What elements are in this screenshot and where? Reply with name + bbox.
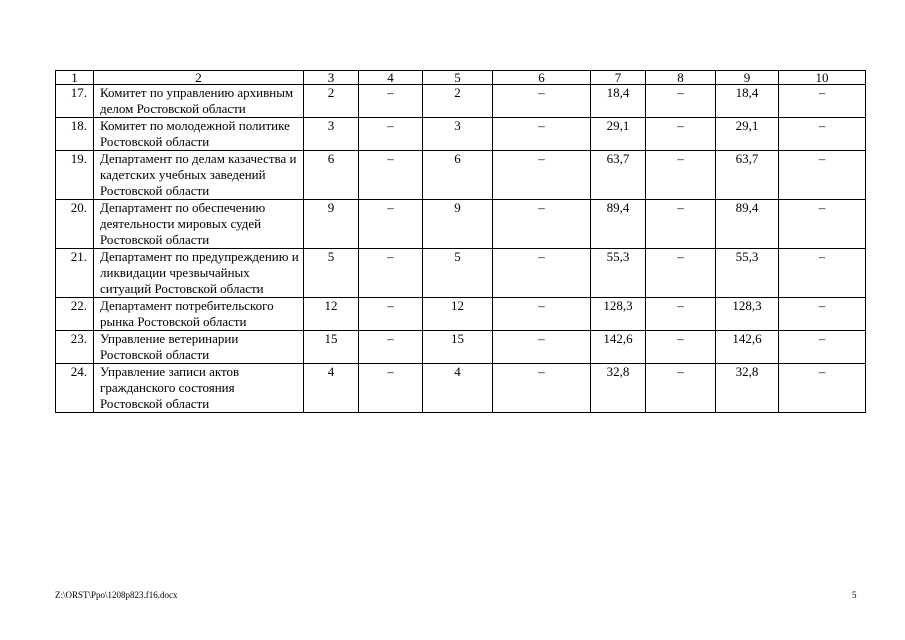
table-row [56,151,866,200]
value-cell-8: – [646,298,716,331]
value-cell-9: 89,4 [716,200,779,249]
table-row [56,118,866,151]
value-cell-4: – [359,85,423,118]
value-cell-8: – [646,364,716,413]
row-number-cell: 20. [56,200,94,249]
value-cell-4: – [359,118,423,151]
value-cell-9: 128,3 [716,298,779,331]
value-cell-6: – [493,85,591,118]
value-cell-9: 18,4 [716,85,779,118]
value-cell-8: – [646,85,716,118]
value-cell-8: – [646,118,716,151]
value-cell-10: – [779,298,866,331]
value-cell-3: 12 [304,298,359,331]
value-cell-5: 5 [423,249,493,298]
value-cell-6: – [493,298,591,331]
value-cell-6: – [493,364,591,413]
row-number-cell: 18. [56,118,94,151]
value-cell-5: 15 [423,331,493,364]
header-cell-1: 1 [56,71,94,85]
value-cell-3: 6 [304,151,359,200]
value-cell-10: – [779,200,866,249]
value-cell-3: 3 [304,118,359,151]
value-cell-9: 55,3 [716,249,779,298]
table-row [56,249,866,298]
value-cell-6: – [493,200,591,249]
organization-name-cell: Департамент по предупреждению и ликвидации чрезвычайных ситуаций Ростовской области [94,249,304,298]
header-cell-9: 9 [716,71,779,85]
value-cell-10: – [779,118,866,151]
value-cell-3: 9 [304,200,359,249]
header-cell-3: 3 [304,71,359,85]
value-cell-9: 32,8 [716,364,779,413]
value-cell-5: 4 [423,364,493,413]
value-cell-7: 128,3 [591,298,646,331]
organization-name-cell: Департамент потребительского рынка Ростовской области [94,298,304,331]
value-cell-4: – [359,249,423,298]
value-cell-3: 5 [304,249,359,298]
value-cell-7: 18,4 [591,85,646,118]
row-number-cell: 22. [56,298,94,331]
value-cell-6: – [493,151,591,200]
table-row [56,85,866,118]
value-cell-7: 142,6 [591,331,646,364]
value-cell-7: 29,1 [591,118,646,151]
header-cell-5: 5 [423,71,493,85]
header-cell-10: 10 [779,71,866,85]
row-number-cell: 24. [56,364,94,413]
table-row [56,298,866,331]
value-cell-4: – [359,151,423,200]
value-cell-7: 32,8 [591,364,646,413]
value-cell-5: 3 [423,118,493,151]
row-number-cell: 19. [56,151,94,200]
header-cell-8: 8 [646,71,716,85]
value-cell-10: – [779,364,866,413]
row-number-cell: 17. [56,85,94,118]
value-cell-9: 142,6 [716,331,779,364]
value-cell-9: 63,7 [716,151,779,200]
header-cell-4: 4 [359,71,423,85]
value-cell-8: – [646,331,716,364]
value-cell-5: 6 [423,151,493,200]
value-cell-7: 89,4 [591,200,646,249]
value-cell-5: 2 [423,85,493,118]
table-row [56,331,866,364]
value-cell-7: 55,3 [591,249,646,298]
header-cell-6: 6 [493,71,591,85]
value-cell-10: – [779,331,866,364]
table-header-row [56,71,866,85]
header-cell-2: 2 [94,71,304,85]
value-cell-10: – [779,151,866,200]
value-cell-8: – [646,249,716,298]
header-cell-7: 7 [591,71,646,85]
table-row [56,364,866,413]
value-cell-4: – [359,298,423,331]
organization-name-cell: Департамент по обеспечению деятельности мировых судей Ростовской области [94,200,304,249]
organization-name-cell: Управление записи актов гражданского состояния Ростовской области [94,364,304,413]
value-cell-8: – [646,200,716,249]
organization-name-cell: Комитет по молодежной политике Ростовской области [94,118,304,151]
organization-name-cell: Управление ветеринарии Ростовской области [94,331,304,364]
value-cell-10: – [779,249,866,298]
row-number-cell: 23. [56,331,94,364]
value-cell-6: – [493,331,591,364]
value-cell-3: 2 [304,85,359,118]
value-cell-6: – [493,249,591,298]
footer-page-number: 5 [852,590,857,600]
value-cell-8: – [646,151,716,200]
table-row [56,200,866,249]
row-number-cell: 21. [56,249,94,298]
value-cell-5: 9 [423,200,493,249]
value-cell-10: – [779,85,866,118]
value-cell-9: 29,1 [716,118,779,151]
organization-name-cell: Комитет по управлению архивным делом Ростовской области [94,85,304,118]
value-cell-3: 15 [304,331,359,364]
value-cell-3: 4 [304,364,359,413]
organization-name-cell: Департамент по делам казачества и кадетских учебных заведений Ростовской области [94,151,304,200]
value-cell-5: 12 [423,298,493,331]
value-cell-4: – [359,364,423,413]
value-cell-6: – [493,118,591,151]
value-cell-4: – [359,200,423,249]
value-cell-7: 63,7 [591,151,646,200]
footer-file-path: Z:\ORST\Ppo\1208p823.f16.docx [55,590,178,600]
value-cell-4: – [359,331,423,364]
budget-table [55,70,866,413]
